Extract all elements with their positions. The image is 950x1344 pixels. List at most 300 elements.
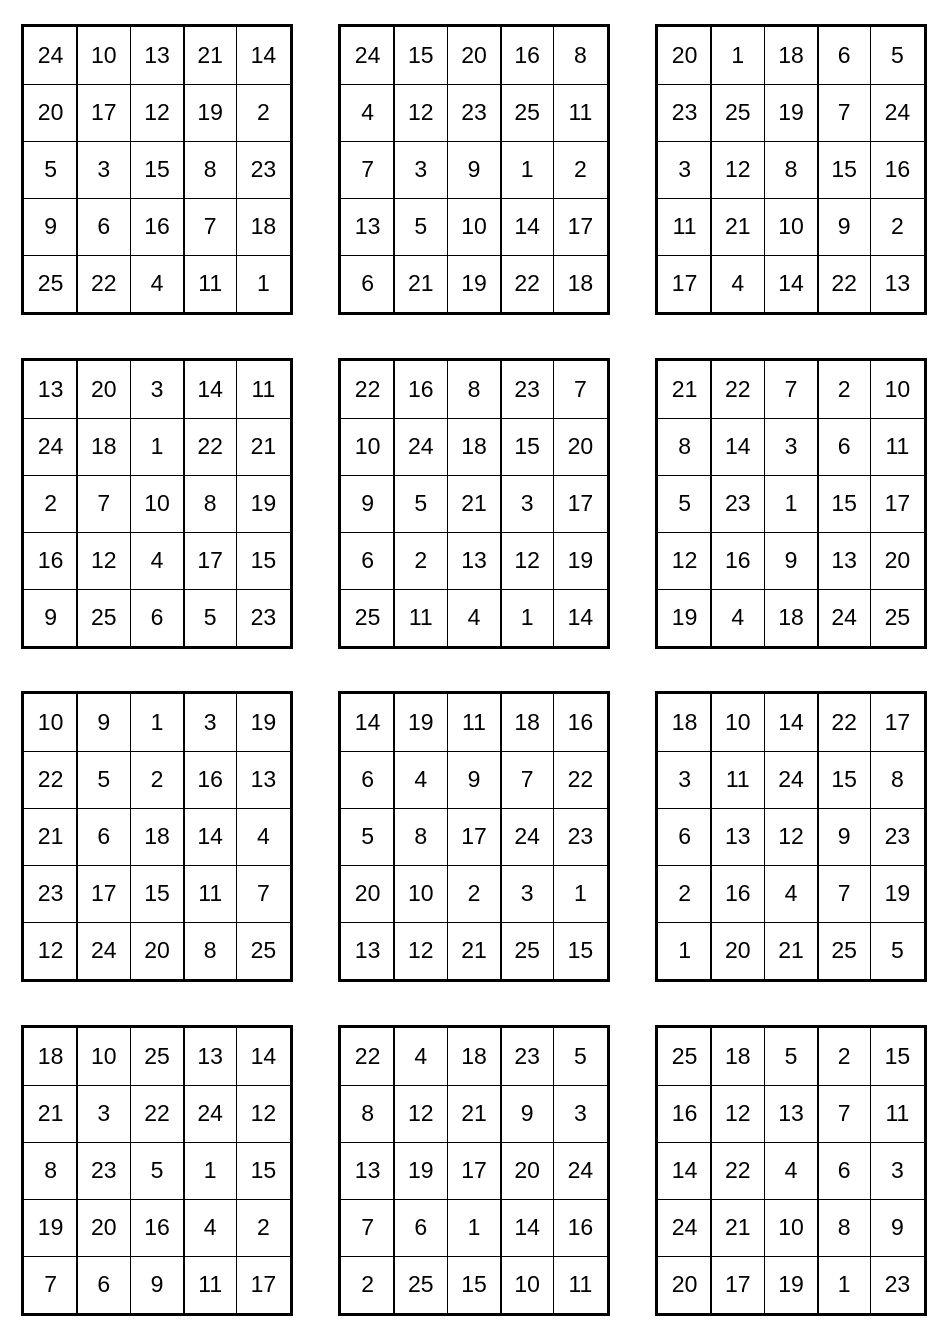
grid-cell: 5	[890, 42, 904, 68]
grid-cell: 24	[197, 1100, 223, 1126]
grid-cell: 19	[407, 709, 434, 735]
grid-cell: 3	[520, 880, 534, 906]
grid-cell: 10	[90, 42, 117, 68]
grid-cell: 22	[831, 709, 857, 735]
grid-cell: 7	[361, 156, 374, 182]
grid-cell: 21	[197, 42, 223, 68]
grid-cell: 5	[44, 156, 57, 182]
grid-cell: 23	[514, 1043, 540, 1069]
grid-cell: 2	[256, 1214, 270, 1240]
grid-cell: 11	[198, 270, 223, 296]
grid-cell: 16	[567, 1214, 594, 1240]
grid-cell: 4	[256, 823, 270, 849]
grid-cell: 3	[573, 1100, 587, 1126]
grid-cell: 22	[144, 1100, 170, 1126]
grid-cell: 23	[90, 1157, 117, 1183]
grid-cell: 5	[150, 1157, 164, 1183]
grid-cell: 14	[354, 709, 381, 735]
grid-cell: 22	[514, 270, 540, 296]
grid-cell: 12	[724, 156, 751, 182]
grid-cell: 9	[837, 213, 851, 239]
grid-cell: 19	[671, 604, 698, 630]
grid-cell: 9	[520, 1100, 534, 1126]
grid-cell: 16	[671, 1100, 698, 1126]
number-grid	[655, 691, 927, 982]
grid-cell: 25	[514, 937, 540, 963]
number-grid	[655, 24, 927, 315]
grid-cell: 7	[256, 880, 270, 906]
grid-cell: 25	[671, 1043, 698, 1069]
grid-cell: 23	[37, 880, 64, 906]
grid-cell: 3	[784, 433, 798, 459]
grid-cell: 6	[361, 547, 374, 573]
grid-cell: 17	[567, 213, 594, 239]
grid-cell: 2	[44, 490, 57, 516]
grid-cell: 16	[144, 213, 170, 239]
grid-cell: 4	[361, 99, 374, 125]
grid-cell: 9	[837, 823, 851, 849]
grid-cell: 19	[197, 99, 223, 125]
grid-cell: 11	[198, 1271, 223, 1297]
grid-cell: 13	[354, 213, 381, 239]
number-grid	[338, 24, 610, 315]
grid-cell: 18	[724, 1043, 751, 1069]
grid-cell: 7	[837, 880, 851, 906]
grid-cell: 23	[514, 376, 540, 402]
grid-cell: 17	[671, 270, 698, 296]
grid-cell: 10	[407, 880, 434, 906]
grid-cell: 16	[567, 709, 594, 735]
grid-cell: 13	[354, 1157, 381, 1183]
number-grid	[655, 358, 927, 649]
grid-cell: 21	[724, 213, 751, 239]
grid-cell: 10	[144, 490, 170, 516]
grid-cell: 2	[150, 766, 164, 792]
grid-cell: 20	[671, 1271, 698, 1297]
grid-cell: 25	[407, 1271, 434, 1297]
grid-cell: 20	[37, 99, 64, 125]
grid-cell: 23	[250, 156, 277, 182]
grid-cell: 10	[884, 376, 911, 402]
grid-cell: 24	[778, 766, 804, 792]
grid-cell: 18	[514, 709, 540, 735]
grid-cell: 1	[573, 880, 587, 906]
grid-cell: 11	[198, 880, 223, 906]
grid-cell: 14	[671, 1157, 698, 1183]
grid-cell: 18	[37, 1043, 64, 1069]
grid-cell: 1	[520, 604, 534, 630]
grid-cell: 9	[97, 709, 111, 735]
grid-cell: 4	[784, 1157, 798, 1183]
grid-cell: 8	[203, 937, 217, 963]
grid-cell: 10	[778, 1214, 804, 1240]
grid-cell: 22	[197, 433, 223, 459]
grid-cell: 5	[678, 490, 691, 516]
grid-cell: 1	[678, 937, 691, 963]
grid-cell: 24	[90, 937, 117, 963]
grid-cell: 1	[150, 433, 164, 459]
grid-cell: 16	[724, 880, 751, 906]
grid-cell: 19	[778, 99, 804, 125]
grid-cell: 19	[778, 1271, 804, 1297]
grid-cell: 24	[884, 99, 911, 125]
grid-cell: 23	[671, 99, 698, 125]
grid-cell: 7	[520, 766, 534, 792]
grid-cell: 3	[890, 1157, 904, 1183]
grid-cell: 17	[90, 99, 117, 125]
grid-cell: 25	[37, 270, 64, 296]
grid-cell: 4	[467, 604, 481, 630]
grid-cell: 17	[724, 1271, 751, 1297]
grid-cell: 11	[885, 433, 910, 459]
grid-cell: 8	[467, 376, 481, 402]
grid-cell: 4	[150, 547, 164, 573]
grid-cell: 3	[520, 490, 534, 516]
grid-cell: 6	[361, 766, 374, 792]
grid-cell: 21	[778, 937, 804, 963]
grid-cell: 7	[203, 213, 217, 239]
grid-cell: 3	[678, 156, 691, 182]
grid-cell: 11	[672, 213, 697, 239]
grid-cell: 11	[885, 1100, 910, 1126]
grid-cell: 25	[250, 937, 277, 963]
grid-cell: 1	[520, 156, 534, 182]
grid-cell: 6	[361, 270, 374, 296]
grid-cell: 12	[37, 937, 64, 963]
grid-cell: 22	[567, 766, 594, 792]
grid-cell: 5	[97, 766, 111, 792]
grid-cell: 24	[567, 1157, 594, 1183]
grid-cell: 2	[890, 213, 904, 239]
grid-cell: 15	[831, 156, 857, 182]
grid-cell: 7	[361, 1214, 374, 1240]
grid-cell: 7	[837, 1100, 851, 1126]
grid-cell: 10	[37, 709, 64, 735]
grid-cell: 11	[725, 766, 750, 792]
grid-cell: 13	[461, 547, 487, 573]
grid-cell: 22	[90, 270, 117, 296]
grid-cell: 2	[414, 547, 428, 573]
grid-cell: 14	[778, 270, 804, 296]
grid-cell: 11	[251, 376, 276, 402]
grid-cell: 18	[671, 709, 698, 735]
grid-cell: 19	[407, 1157, 434, 1183]
grid-cell: 13	[250, 766, 277, 792]
grid-cell: 24	[37, 433, 64, 459]
grid-cell: 15	[250, 547, 277, 573]
grid-cell: 12	[724, 1100, 751, 1126]
grid-cell: 12	[514, 547, 540, 573]
grid-cell: 12	[250, 1100, 277, 1126]
grid-cell: 9	[467, 766, 481, 792]
grid-cell: 24	[671, 1214, 698, 1240]
grid-cell: 3	[97, 1100, 111, 1126]
grid-cell: 17	[197, 547, 223, 573]
grid-cell: 12	[144, 99, 170, 125]
grid-cell: 6	[97, 213, 111, 239]
grid-cell: 25	[831, 937, 857, 963]
grid-cell: 4	[150, 270, 164, 296]
grid-cell: 25	[90, 604, 117, 630]
grid-cell: 21	[37, 1100, 64, 1126]
grid-cell: 7	[837, 99, 851, 125]
grid-cell: 24	[831, 604, 857, 630]
grid-cell: 19	[250, 490, 277, 516]
grid-cell: 3	[414, 156, 428, 182]
grid-cell: 9	[44, 213, 57, 239]
grid-cell: 13	[37, 376, 64, 402]
number-grid	[338, 691, 610, 982]
grid-cell: 14	[514, 1214, 540, 1240]
grid-cell: 15	[250, 1157, 277, 1183]
grid-cell: 25	[144, 1043, 170, 1069]
grid-cell: 17	[90, 880, 117, 906]
grid-cell: 3	[678, 766, 691, 792]
grid-cell: 23	[567, 823, 594, 849]
grid-cell: 13	[197, 1043, 223, 1069]
grid-cell: 13	[354, 937, 381, 963]
grid-cell: 21	[671, 376, 698, 402]
grid-cell: 18	[461, 433, 487, 459]
grid-cell: 22	[354, 1043, 381, 1069]
grid-cell: 5	[361, 823, 374, 849]
grid-cell: 1	[837, 1271, 851, 1297]
grid-cell: 1	[784, 490, 798, 516]
grid-cell: 15	[884, 1043, 911, 1069]
grid-cell: 21	[461, 937, 487, 963]
grid-cell: 14	[567, 604, 594, 630]
grid-cell: 10	[724, 709, 751, 735]
number-grid	[655, 1025, 927, 1316]
grid-cell: 19	[461, 270, 487, 296]
grid-cell: 19	[884, 880, 911, 906]
grid-cell: 12	[90, 547, 117, 573]
grid-cell: 13	[724, 823, 751, 849]
grid-cell: 20	[884, 547, 911, 573]
grid-cell: 15	[567, 937, 594, 963]
grid-cell: 22	[831, 270, 857, 296]
grid-cell: 19	[37, 1214, 64, 1240]
grid-cell: 16	[407, 376, 434, 402]
grid-cell: 12	[671, 547, 698, 573]
grid-cell: 1	[256, 270, 270, 296]
grid-cell: 2	[467, 880, 481, 906]
grid-cell: 17	[884, 709, 911, 735]
grid-cell: 2	[256, 99, 270, 125]
grid-cell: 15	[831, 490, 857, 516]
grid-cell: 2	[837, 376, 851, 402]
grid-cell: 14	[197, 376, 223, 402]
grid-cell: 7	[97, 490, 111, 516]
grid-cell: 22	[354, 376, 381, 402]
grid-cell: 6	[837, 1157, 851, 1183]
grid-cell: 20	[144, 937, 170, 963]
grid-cell: 18	[461, 1043, 487, 1069]
grid-cell: 1	[150, 709, 164, 735]
grid-cell: 14	[724, 433, 751, 459]
grid-cell: 5	[414, 213, 428, 239]
grid-cell: 4	[203, 1214, 217, 1240]
grid-cell: 23	[724, 490, 751, 516]
grid-cell: 15	[831, 766, 857, 792]
grid-cell: 10	[461, 213, 487, 239]
grid-cell: 12	[407, 1100, 434, 1126]
grid-cell: 14	[250, 42, 277, 68]
grid-cell: 4	[784, 880, 798, 906]
grid-cell: 1	[731, 42, 745, 68]
grid-cell: 17	[567, 490, 594, 516]
number-grid	[21, 358, 293, 649]
grid-cell: 3	[203, 709, 217, 735]
grid-cell: 12	[407, 99, 434, 125]
grid-cell: 4	[731, 270, 745, 296]
grid-cell: 16	[197, 766, 223, 792]
grid-cell: 18	[144, 823, 170, 849]
grid-cell: 18	[567, 270, 594, 296]
grid-cell: 13	[778, 1100, 804, 1126]
grid-cell: 5	[573, 1043, 587, 1069]
grid-cell: 17	[250, 1271, 277, 1297]
grid-cell: 1	[467, 1214, 481, 1240]
grid-cell: 8	[573, 42, 587, 68]
grid-cell: 2	[573, 156, 587, 182]
grid-cell: 20	[90, 1214, 117, 1240]
grid-cell: 2	[361, 1271, 374, 1297]
grid-cell: 8	[44, 1157, 57, 1183]
grid-cell: 20	[514, 1157, 540, 1183]
grid-cell: 17	[884, 490, 911, 516]
grid-cell: 5	[890, 937, 904, 963]
grid-cell: 10	[514, 1271, 540, 1297]
grid-cell: 10	[354, 433, 381, 459]
grid-cell: 15	[144, 880, 170, 906]
grid-cell: 15	[461, 1271, 487, 1297]
grid-cell: 10	[778, 213, 804, 239]
grid-cell: 8	[203, 490, 217, 516]
grid-cell: 16	[724, 547, 751, 573]
grid-cell: 12	[778, 823, 804, 849]
number-grid	[338, 1025, 610, 1316]
grid-cell: 24	[354, 42, 381, 68]
grid-cell: 20	[671, 42, 698, 68]
number-grid	[21, 1025, 293, 1316]
grid-cell: 20	[90, 376, 117, 402]
grid-cell: 15	[514, 433, 540, 459]
grid-cell: 21	[407, 270, 434, 296]
grid-cell: 3	[97, 156, 111, 182]
grid-cell: 23	[250, 604, 277, 630]
grid-cell: 21	[461, 1100, 487, 1126]
grid-cell: 17	[461, 823, 487, 849]
grid-cell: 25	[884, 604, 911, 630]
grid-cell: 24	[407, 433, 434, 459]
grid-cell: 25	[514, 99, 540, 125]
grid-cell: 14	[514, 213, 540, 239]
grid-cell: 6	[837, 42, 851, 68]
grid-cell: 23	[884, 1271, 911, 1297]
grid-cell: 20	[567, 433, 594, 459]
grid-cell: 22	[37, 766, 64, 792]
grid-cell: 16	[144, 1214, 170, 1240]
grid-cell: 16	[37, 547, 64, 573]
grid-cell: 16	[514, 42, 540, 68]
grid-cell: 19	[250, 709, 277, 735]
grid-cell: 9	[44, 604, 57, 630]
grid-cell: 14	[778, 709, 804, 735]
grid-cell: 2	[678, 880, 691, 906]
number-grid	[21, 24, 293, 315]
grid-cell: 15	[407, 42, 434, 68]
grid-cell: 1	[203, 1157, 217, 1183]
grid-cell: 21	[250, 433, 277, 459]
grid-cell: 5	[203, 604, 217, 630]
grid-cell: 7	[784, 376, 798, 402]
grid-cell: 4	[731, 604, 745, 630]
grid-cell: 11	[408, 604, 433, 630]
grid-cell: 3	[150, 376, 164, 402]
grid-cell: 20	[461, 42, 487, 68]
grid-cell: 25	[354, 604, 381, 630]
grid-cell: 13	[831, 547, 857, 573]
grid-cell: 20	[724, 937, 751, 963]
grid-cell: 18	[250, 213, 277, 239]
number-grid	[21, 691, 293, 982]
grid-cell: 6	[97, 1271, 111, 1297]
grid-cell: 7	[573, 376, 587, 402]
grid-cell: 8	[361, 1100, 374, 1126]
grid-cell: 9	[361, 490, 374, 516]
grid-cell: 5	[784, 1043, 798, 1069]
grid-cell: 6	[97, 823, 111, 849]
grid-cell: 16	[884, 156, 911, 182]
grid-cell: 23	[884, 823, 911, 849]
grid-cell: 10	[90, 1043, 117, 1069]
grid-cell: 14	[197, 823, 223, 849]
grid-cell: 22	[724, 1157, 751, 1183]
grid-cell: 8	[837, 1214, 851, 1240]
grid-cell: 21	[724, 1214, 751, 1240]
grid-cell: 21	[461, 490, 487, 516]
grid-cell: 5	[414, 490, 428, 516]
grid-cell: 8	[890, 766, 904, 792]
grid-cell: 24	[514, 823, 540, 849]
grid-cell: 12	[407, 937, 434, 963]
grid-cell: 8	[414, 823, 428, 849]
grid-cell: 20	[354, 880, 381, 906]
grid-cell: 17	[461, 1157, 487, 1183]
grid-cell: 18	[90, 433, 117, 459]
grid-cell: 18	[778, 604, 804, 630]
grid-cell: 8	[784, 156, 798, 182]
grid-cell: 22	[724, 376, 751, 402]
grid-cell: 9	[890, 1214, 904, 1240]
grid-cell: 4	[414, 766, 428, 792]
grid-cell: 2	[837, 1043, 851, 1069]
grid-cell: 23	[461, 99, 487, 125]
grid-cell: 15	[144, 156, 170, 182]
grid-cell: 6	[678, 823, 691, 849]
grid-cell: 6	[414, 1214, 428, 1240]
grid-cell: 25	[724, 99, 751, 125]
number-grid	[338, 358, 610, 649]
grid-cell: 7	[44, 1271, 57, 1297]
grid-cell: 19	[567, 547, 594, 573]
grid-cell: 11	[568, 99, 593, 125]
grid-cell: 14	[250, 1043, 277, 1069]
grid-cell: 9	[467, 156, 481, 182]
grid-cell: 11	[462, 709, 486, 735]
grid-cell: 18	[778, 42, 804, 68]
